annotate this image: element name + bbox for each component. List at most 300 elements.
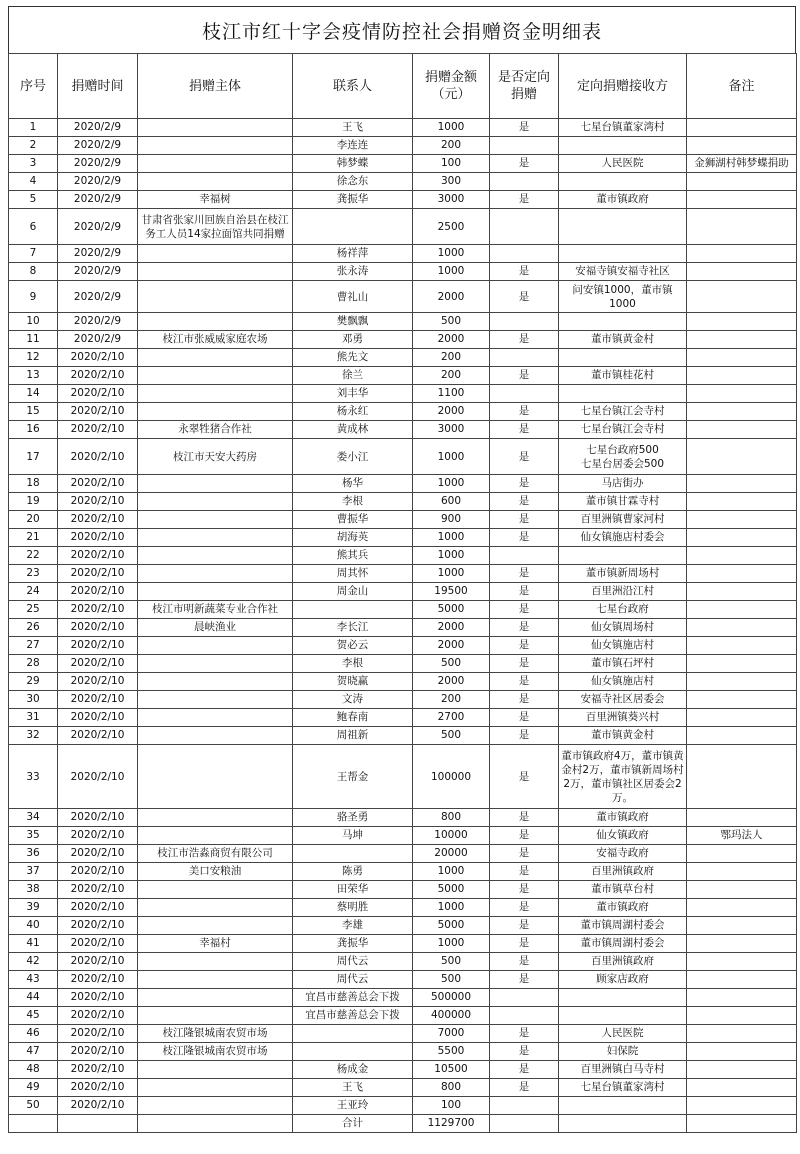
row-directed: 是 <box>490 619 559 637</box>
table-row <box>9 637 797 655</box>
table-row <box>9 863 797 881</box>
row-date: 2020/2/10 <box>58 637 138 655</box>
row-date: 2020/2/10 <box>58 1043 138 1061</box>
row-directed: 是 <box>490 281 559 313</box>
row-recipient: 马店街办 <box>559 475 687 493</box>
row-date: 2020/2/10 <box>58 565 138 583</box>
row-note <box>687 565 797 583</box>
row-directed <box>490 313 559 331</box>
row-donor <box>138 637 293 655</box>
row-note <box>687 511 797 529</box>
row-donor <box>138 173 293 191</box>
row-note <box>687 403 797 421</box>
row-directed: 是 <box>490 881 559 899</box>
row-donor <box>138 349 293 367</box>
row-date: 2020/2/10 <box>58 1097 138 1115</box>
row-seq: 50 <box>9 1097 58 1115</box>
row-directed: 是 <box>490 403 559 421</box>
row-seq: 24 <box>9 583 58 601</box>
row-date: 2020/2/9 <box>58 245 138 263</box>
row-recipient: 董市镇政府 <box>559 191 687 209</box>
row-note <box>687 263 797 281</box>
row-date: 2020/2/10 <box>58 367 138 385</box>
row-date: 2020/2/9 <box>58 263 138 281</box>
row-recipient: 董市镇新周场村 <box>559 565 687 583</box>
row-note <box>687 191 797 209</box>
row-donor <box>138 493 293 511</box>
row-directed: 是 <box>490 745 559 809</box>
row-seq: 49 <box>9 1079 58 1097</box>
row-contact: 文涛 <box>293 691 413 709</box>
row-seq: 46 <box>9 1025 58 1043</box>
row-recipient: 人民医院 <box>559 1025 687 1043</box>
row-contact <box>293 209 413 245</box>
donation-sheet <box>8 6 796 1133</box>
row-contact: 杨永红 <box>293 403 413 421</box>
table-row <box>9 691 797 709</box>
row-recipient: 董市镇草台村 <box>559 881 687 899</box>
row-directed: 是 <box>490 655 559 673</box>
row-seq: 1 <box>9 119 58 137</box>
row-date: 2020/2/10 <box>58 1079 138 1097</box>
table-row <box>9 1061 797 1079</box>
table-row <box>9 331 797 349</box>
table-row <box>9 917 797 935</box>
row-note <box>687 331 797 349</box>
row-donor <box>138 547 293 565</box>
row-directed: 是 <box>490 1061 559 1079</box>
row-date: 2020/2/10 <box>58 421 138 439</box>
row-date: 2020/2/10 <box>58 881 138 899</box>
row-seq: 15 <box>9 403 58 421</box>
table-row <box>9 745 797 809</box>
row-amount: 2000 <box>413 281 490 313</box>
row-recipient <box>559 137 687 155</box>
row-directed: 是 <box>490 827 559 845</box>
row-seq: 27 <box>9 637 58 655</box>
row-date: 2020/2/10 <box>58 529 138 547</box>
header-seq: 序号 <box>9 54 58 119</box>
row-note <box>687 935 797 953</box>
row-note <box>687 367 797 385</box>
row-donor <box>138 367 293 385</box>
row-note <box>687 1079 797 1097</box>
row-date: 2020/2/10 <box>58 601 138 619</box>
table-row <box>9 1079 797 1097</box>
row-contact: 龚振华 <box>293 191 413 209</box>
table-row <box>9 439 797 475</box>
row-seq: 10 <box>9 313 58 331</box>
row-contact: 熊其兵 <box>293 547 413 565</box>
header-recipient: 定向捐赠接收方 <box>559 54 687 119</box>
row-seq: 19 <box>9 493 58 511</box>
table-row <box>9 971 797 989</box>
row-donor <box>138 953 293 971</box>
row-directed <box>490 547 559 565</box>
row-amount: 100 <box>413 155 490 173</box>
row-recipient: 七星台镇董家湾村 <box>559 1079 687 1097</box>
row-contact: 熊先文 <box>293 349 413 367</box>
row-date: 2020/2/10 <box>58 655 138 673</box>
row-contact: 宜昌市慈善总会下拨 <box>293 1007 413 1025</box>
row-donor: 永翠牲猪合作社 <box>138 421 293 439</box>
row-note <box>687 1025 797 1043</box>
row-seq: 38 <box>9 881 58 899</box>
row-seq: 3 <box>9 155 58 173</box>
row-amount: 1000 <box>413 547 490 565</box>
row-donor <box>138 691 293 709</box>
table-row <box>9 1025 797 1043</box>
table-row <box>9 565 797 583</box>
row-seq: 45 <box>9 1007 58 1025</box>
row-recipient <box>559 547 687 565</box>
row-donor <box>138 899 293 917</box>
row-seq: 11 <box>9 331 58 349</box>
row-date: 2020/2/10 <box>58 899 138 917</box>
row-note <box>687 619 797 637</box>
row-directed <box>490 989 559 1007</box>
row-note <box>687 727 797 745</box>
row-directed: 是 <box>490 601 559 619</box>
row-directed: 是 <box>490 691 559 709</box>
row-seq: 43 <box>9 971 58 989</box>
total-donor-cell <box>138 1115 293 1133</box>
row-date: 2020/2/10 <box>58 1025 138 1043</box>
row-date: 2020/2/10 <box>58 953 138 971</box>
row-directed: 是 <box>490 673 559 691</box>
row-note <box>687 601 797 619</box>
row-note <box>687 173 797 191</box>
row-recipient: 董市镇甘霖寺村 <box>559 493 687 511</box>
row-directed: 是 <box>490 583 559 601</box>
row-date: 2020/2/10 <box>58 403 138 421</box>
row-contact: 周代云 <box>293 953 413 971</box>
row-recipient: 百里洲镇葵兴村 <box>559 709 687 727</box>
row-note <box>687 953 797 971</box>
header-donor: 捐赠主体 <box>138 54 293 119</box>
total-amount: 1129700 <box>413 1115 490 1133</box>
row-donor <box>138 809 293 827</box>
row-note <box>687 863 797 881</box>
row-contact: 马坤 <box>293 827 413 845</box>
row-directed: 是 <box>490 727 559 745</box>
row-date: 2020/2/9 <box>58 313 138 331</box>
row-contact: 曹振华 <box>293 511 413 529</box>
row-contact <box>293 1043 413 1061</box>
table-row <box>9 673 797 691</box>
row-note <box>687 281 797 313</box>
row-amount: 2500 <box>413 209 490 245</box>
row-seq: 35 <box>9 827 58 845</box>
row-amount: 500 <box>413 655 490 673</box>
row-donor: 枝江隆银城南农贸市场 <box>138 1043 293 1061</box>
row-donor <box>138 827 293 845</box>
table-row <box>9 655 797 673</box>
row-amount: 1000 <box>413 263 490 281</box>
row-note <box>687 439 797 475</box>
row-directed: 是 <box>490 1043 559 1061</box>
row-donor <box>138 1079 293 1097</box>
header-contact: 联系人 <box>293 54 413 119</box>
row-note <box>687 989 797 1007</box>
row-donor: 枝江市浩淼商贸有限公司 <box>138 845 293 863</box>
row-note <box>687 809 797 827</box>
row-donor <box>138 917 293 935</box>
row-amount: 1000 <box>413 935 490 953</box>
row-date: 2020/2/10 <box>58 349 138 367</box>
row-directed <box>490 1007 559 1025</box>
row-contact: 周其怀 <box>293 565 413 583</box>
row-directed <box>490 209 559 245</box>
table-row <box>9 403 797 421</box>
row-donor <box>138 385 293 403</box>
table-row <box>9 709 797 727</box>
row-seq: 23 <box>9 565 58 583</box>
row-contact: 田荣华 <box>293 881 413 899</box>
row-directed <box>490 245 559 263</box>
row-recipient <box>559 209 687 245</box>
row-seq: 36 <box>9 845 58 863</box>
row-directed: 是 <box>490 529 559 547</box>
row-date: 2020/2/9 <box>58 119 138 137</box>
row-seq: 17 <box>9 439 58 475</box>
row-recipient <box>559 1007 687 1025</box>
row-note <box>687 209 797 245</box>
row-amount: 200 <box>413 691 490 709</box>
row-recipient <box>559 385 687 403</box>
row-seq: 21 <box>9 529 58 547</box>
row-note <box>687 655 797 673</box>
table-row <box>9 475 797 493</box>
row-seq: 8 <box>9 263 58 281</box>
row-recipient: 人民医院 <box>559 155 687 173</box>
row-date: 2020/2/9 <box>58 209 138 245</box>
row-donor <box>138 565 293 583</box>
row-note <box>687 385 797 403</box>
row-contact: 贺晓赢 <box>293 673 413 691</box>
table-row <box>9 1097 797 1115</box>
row-note <box>687 119 797 137</box>
table-row <box>9 727 797 745</box>
row-date: 2020/2/10 <box>58 727 138 745</box>
row-donor <box>138 155 293 173</box>
row-recipient: 百里洲镇白马寺村 <box>559 1061 687 1079</box>
row-recipient: 七星台镇江会寺村 <box>559 403 687 421</box>
row-amount: 500 <box>413 727 490 745</box>
row-amount: 600 <box>413 493 490 511</box>
row-donor: 幸福树 <box>138 191 293 209</box>
row-recipient: 百里洲镇政府 <box>559 953 687 971</box>
row-donor <box>138 709 293 727</box>
table-row <box>9 845 797 863</box>
row-directed: 是 <box>490 845 559 863</box>
row-note <box>687 137 797 155</box>
row-contact: 李长江 <box>293 619 413 637</box>
row-note <box>687 971 797 989</box>
row-directed: 是 <box>490 367 559 385</box>
row-amount: 10500 <box>413 1061 490 1079</box>
row-donor: 枝江隆银城南农贸市场 <box>138 1025 293 1043</box>
row-donor <box>138 971 293 989</box>
row-amount: 1000 <box>413 245 490 263</box>
row-seq: 13 <box>9 367 58 385</box>
row-seq: 31 <box>9 709 58 727</box>
table-row <box>9 191 797 209</box>
row-date: 2020/2/9 <box>58 331 138 349</box>
row-donor: 枝江市明新蔬菜专业合作社 <box>138 601 293 619</box>
table-row <box>9 881 797 899</box>
row-donor: 美口安粮油 <box>138 863 293 881</box>
row-amount: 800 <box>413 1079 490 1097</box>
row-contact: 邓勇 <box>293 331 413 349</box>
header-time: 捐赠时间 <box>58 54 138 119</box>
row-amount: 400000 <box>413 1007 490 1025</box>
row-contact: 韩梦蝶 <box>293 155 413 173</box>
row-contact: 王亚玲 <box>293 1097 413 1115</box>
row-note <box>687 845 797 863</box>
row-recipient: 安福寺社区居委会 <box>559 691 687 709</box>
row-recipient: 七星台镇董家湾村 <box>559 119 687 137</box>
row-directed: 是 <box>490 191 559 209</box>
row-seq: 44 <box>9 989 58 1007</box>
row-donor <box>138 673 293 691</box>
row-note <box>687 349 797 367</box>
row-note <box>687 1007 797 1025</box>
row-amount: 2700 <box>413 709 490 727</box>
table-row <box>9 137 797 155</box>
row-note <box>687 245 797 263</box>
row-date: 2020/2/10 <box>58 439 138 475</box>
row-amount: 5000 <box>413 881 490 899</box>
row-date: 2020/2/9 <box>58 155 138 173</box>
row-recipient <box>559 989 687 1007</box>
row-donor: 枝江市张威威家庭农场 <box>138 331 293 349</box>
table-row <box>9 493 797 511</box>
row-contact: 宜昌市慈善总会下拨 <box>293 989 413 1007</box>
row-note <box>687 475 797 493</box>
row-contact <box>293 601 413 619</box>
row-directed: 是 <box>490 863 559 881</box>
total-date-cell <box>58 1115 138 1133</box>
row-donor <box>138 583 293 601</box>
table-row <box>9 263 797 281</box>
row-donor <box>138 529 293 547</box>
row-amount: 500000 <box>413 989 490 1007</box>
row-directed: 是 <box>490 935 559 953</box>
row-date: 2020/2/10 <box>58 827 138 845</box>
row-recipient: 顾家店政府 <box>559 971 687 989</box>
row-seq: 48 <box>9 1061 58 1079</box>
row-date: 2020/2/10 <box>58 845 138 863</box>
row-recipient: 七星台政府500 七星台居委会500 <box>559 439 687 475</box>
row-donor: 幸福村 <box>138 935 293 953</box>
row-donor <box>138 281 293 313</box>
row-note: 金狮湖村韩梦蝶捐助 <box>687 155 797 173</box>
row-note <box>687 1097 797 1115</box>
row-amount: 1000 <box>413 863 490 881</box>
row-recipient <box>559 313 687 331</box>
row-recipient: 百里洲镇政府 <box>559 863 687 881</box>
row-contact: 贺必云 <box>293 637 413 655</box>
row-date: 2020/2/9 <box>58 191 138 209</box>
row-directed <box>490 349 559 367</box>
row-contact: 黄成林 <box>293 421 413 439</box>
row-date: 2020/2/10 <box>58 475 138 493</box>
row-recipient: 安福寺政府 <box>559 845 687 863</box>
table-row <box>9 209 797 245</box>
row-contact: 樊飘飘 <box>293 313 413 331</box>
table-row <box>9 313 797 331</box>
table-row <box>9 349 797 367</box>
row-date: 2020/2/10 <box>58 809 138 827</box>
row-directed: 是 <box>490 155 559 173</box>
row-date: 2020/2/9 <box>58 137 138 155</box>
row-amount: 2000 <box>413 673 490 691</box>
row-amount: 300 <box>413 173 490 191</box>
row-note: 鄂玛法人 <box>687 827 797 845</box>
row-donor <box>138 511 293 529</box>
row-recipient: 董市镇周湖村委会 <box>559 935 687 953</box>
row-contact: 徐兰 <box>293 367 413 385</box>
row-contact <box>293 845 413 863</box>
row-seq: 9 <box>9 281 58 313</box>
row-date: 2020/2/10 <box>58 385 138 403</box>
row-donor <box>138 1007 293 1025</box>
row-contact: 骆圣勇 <box>293 809 413 827</box>
row-directed: 是 <box>490 899 559 917</box>
row-recipient: 仙女镇政府 <box>559 827 687 845</box>
row-note <box>687 709 797 727</box>
row-seq: 29 <box>9 673 58 691</box>
row-directed: 是 <box>490 1025 559 1043</box>
row-seq: 16 <box>9 421 58 439</box>
row-contact: 刘丰华 <box>293 385 413 403</box>
row-seq: 40 <box>9 917 58 935</box>
row-directed: 是 <box>490 263 559 281</box>
row-amount: 1000 <box>413 529 490 547</box>
row-donor: 晨峡渔业 <box>138 619 293 637</box>
row-donor <box>138 989 293 1007</box>
row-amount: 3000 <box>413 421 490 439</box>
row-donor <box>138 881 293 899</box>
total-label: 合计 <box>293 1115 413 1133</box>
row-date: 2020/2/10 <box>58 1061 138 1079</box>
table-row <box>9 529 797 547</box>
table-row <box>9 619 797 637</box>
row-donor <box>138 1097 293 1115</box>
row-recipient: 仙女镇施店村 <box>559 637 687 655</box>
header-directed-line1: 是否定向 <box>497 70 550 85</box>
row-directed: 是 <box>490 475 559 493</box>
row-amount: 900 <box>413 511 490 529</box>
donation-table <box>8 53 797 1133</box>
row-contact: 李根 <box>293 655 413 673</box>
table-row <box>9 583 797 601</box>
row-directed: 是 <box>490 421 559 439</box>
row-directed: 是 <box>490 1079 559 1097</box>
header-amount <box>413 54 490 119</box>
row-amount: 1000 <box>413 119 490 137</box>
row-directed <box>490 137 559 155</box>
header-amount-line1: 捐赠金额 <box>424 70 477 85</box>
row-donor <box>138 727 293 745</box>
row-seq: 20 <box>9 511 58 529</box>
row-contact <box>293 1025 413 1043</box>
row-donor <box>138 745 293 809</box>
total-recipient-cell <box>559 1115 687 1133</box>
total-seq-cell <box>9 1115 58 1133</box>
row-contact: 周金山 <box>293 583 413 601</box>
